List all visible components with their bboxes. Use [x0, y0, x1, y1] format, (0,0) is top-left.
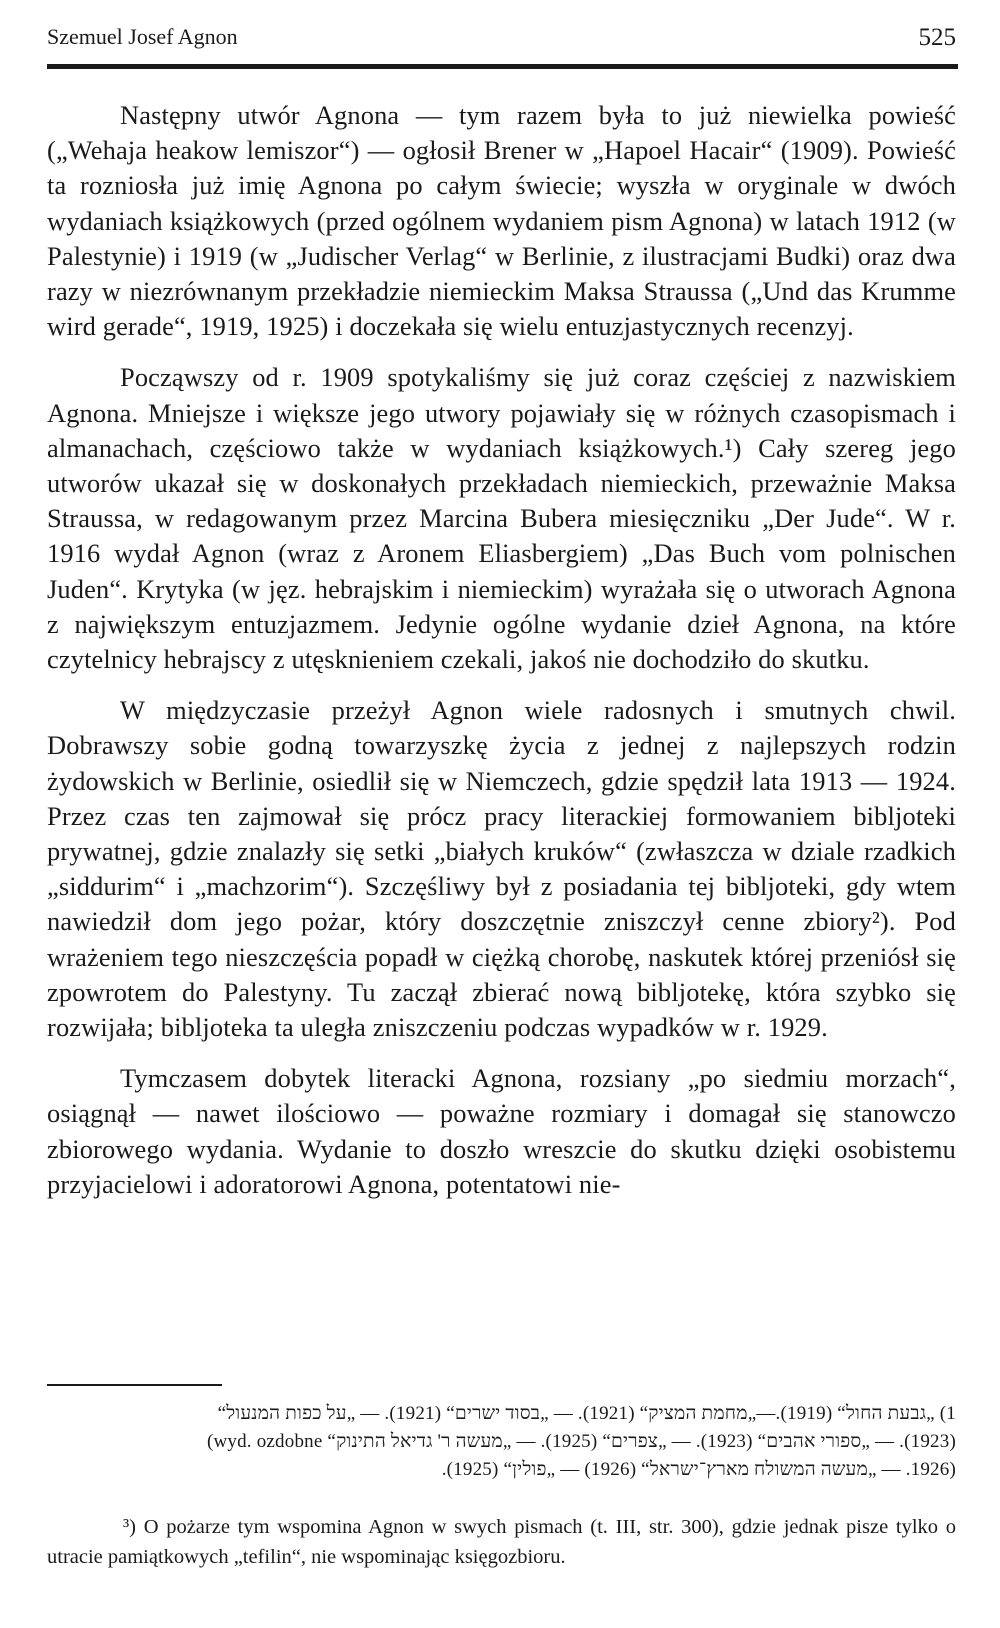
header-rule	[47, 64, 958, 69]
running-head-author: Szemuel Josef Agnon	[47, 24, 238, 49]
footnote-1-line: (1923). — „ספורי אהבים“ (1923). — „צפרים“ (1925). — „מעשה ר' גדיאל התינוק“ wyd. ozdobne)	[206, 1431, 956, 1452]
footnote-1-line: (1926. — „מעשה המשולח מארץ־ישראל“ (1926) — „פולין“ (1925).	[441, 1459, 956, 1480]
body-text	[47, 98, 956, 1218]
paragraph: Tymczasem dobytek literacki Agnona, rozsiany „po siedmiu morzach“, osiągnął — nawet ilościowo — poważne rozmiary i domagał się stanowczo zbiorowego wydania. Wydanie to doszło wreszcie do skutku dzięki osobistemu przyjacielowi i adoratorowi Agnona, potentatowi nie-	[47, 1063, 956, 1199]
footnote-rule	[47, 1384, 222, 1386]
paragraph: Począwszy od r. 1909 spotykaliśmy się już coraz częściej z nazwiskiem Agnona. Mniejsze i większe jego utwory pojawiały się w różnych czasopismach i almanachach, częściowo także w wydaniach książkowych.¹) Cały szereg jego utworów ukazał się w doskonałych przekładach niemieckich, przeważnie Maksa Straussa, w redagowanym przez Marcina Bubera miesięczniku „Der Jude“. W r. 1916 wydał Agnon (wraz z Aronem Eliasbergiem) „Das Buch vom polnischen Juden“. Krytyka (w jęz. hebrajskim i niemieckim) wyrażała się o utworach Agnona z największym entuzjazmem. Jedynie ogólne wydanie dzieł Agnona, na które czytelnicy hebrajscy z utęsknieniem czekali, jakoś nie dochodziło do skutku.	[47, 362, 956, 675]
running-head	[47, 24, 956, 56]
footnotes	[47, 1400, 956, 1572]
paragraph: Następny utwór Agnona — tym razem była to już niewielka powieść („Wehaja heakow lemiszor“) — ogłosił Brener w „Hapoel Hacair“ (1909). Powieść ta rozniosła już imię Agnona po całym świecie; wyszła w oryginale w dwóch wydaniach książkowych (przed ogólnem wydaniem pism Agnona) w latach 1912 (w Palestynie) i 1919 (w „Judischer Verlag“ w Berlinie, z ilustracjami Budki) oraz dwa razy w niezrównanym przekładzie niemieckim Maksa Straussa („Und das Krumme wird gerade“, 1919, 1925) i doczekała się wielu entuzjastycznych recenzyj.	[47, 100, 956, 342]
footnote-1	[47, 1400, 956, 1484]
footnote-3: ³) O pożarze tym wspomina Agnon w swych pismach (t. III, str. 300), gdzie jednak pisze tylko o utracie pamiątkowych „tefilin“, nie wspominając księgozbioru.	[47, 1516, 956, 1568]
paragraph: W międzyczasie przeżył Agnon wiele radosnych i smutnych chwil. Dobrawszy sobie godną towarzyszkę życia z jednej z najlepszych rodzin żydowskich w Berlinie, osiedlił się w Niemczech, gdzie spędził lata 1913 — 1924. Przez czas ten zajmował się prócz pracy literackiej formowaniem bibljoteki prywatnej, gdzie znalazły się setki „białych kruków“ (zwłaszcza w dziale rzadkich „siddurim“ i „machzorim“). Szczęśliwy był z posiadania tej bibljoteki, gdy wtem nawiedził dom jego pożar, który doszczętnie zniszczył cenne zbiory²). Pod wrażeniem tego nieszczęścia popadł w ciężką chorobę, naskutek której przeniósł się zpowrotem do Palestyny. Tu zaczął zbierać nową bibljotekę, która szybko się rozwijała; bibljoteka ta uległa zniszczeniu podczas wypadków w r. 1929.	[47, 695, 956, 1043]
page-number: 525	[918, 24, 956, 51]
footnote-1-line: 1) „גבעת החול“ (1919).—„מחמת המציק“ (1921). — „בסוד ישרים“ (1921). — „על כפות המנעול“	[217, 1403, 956, 1424]
